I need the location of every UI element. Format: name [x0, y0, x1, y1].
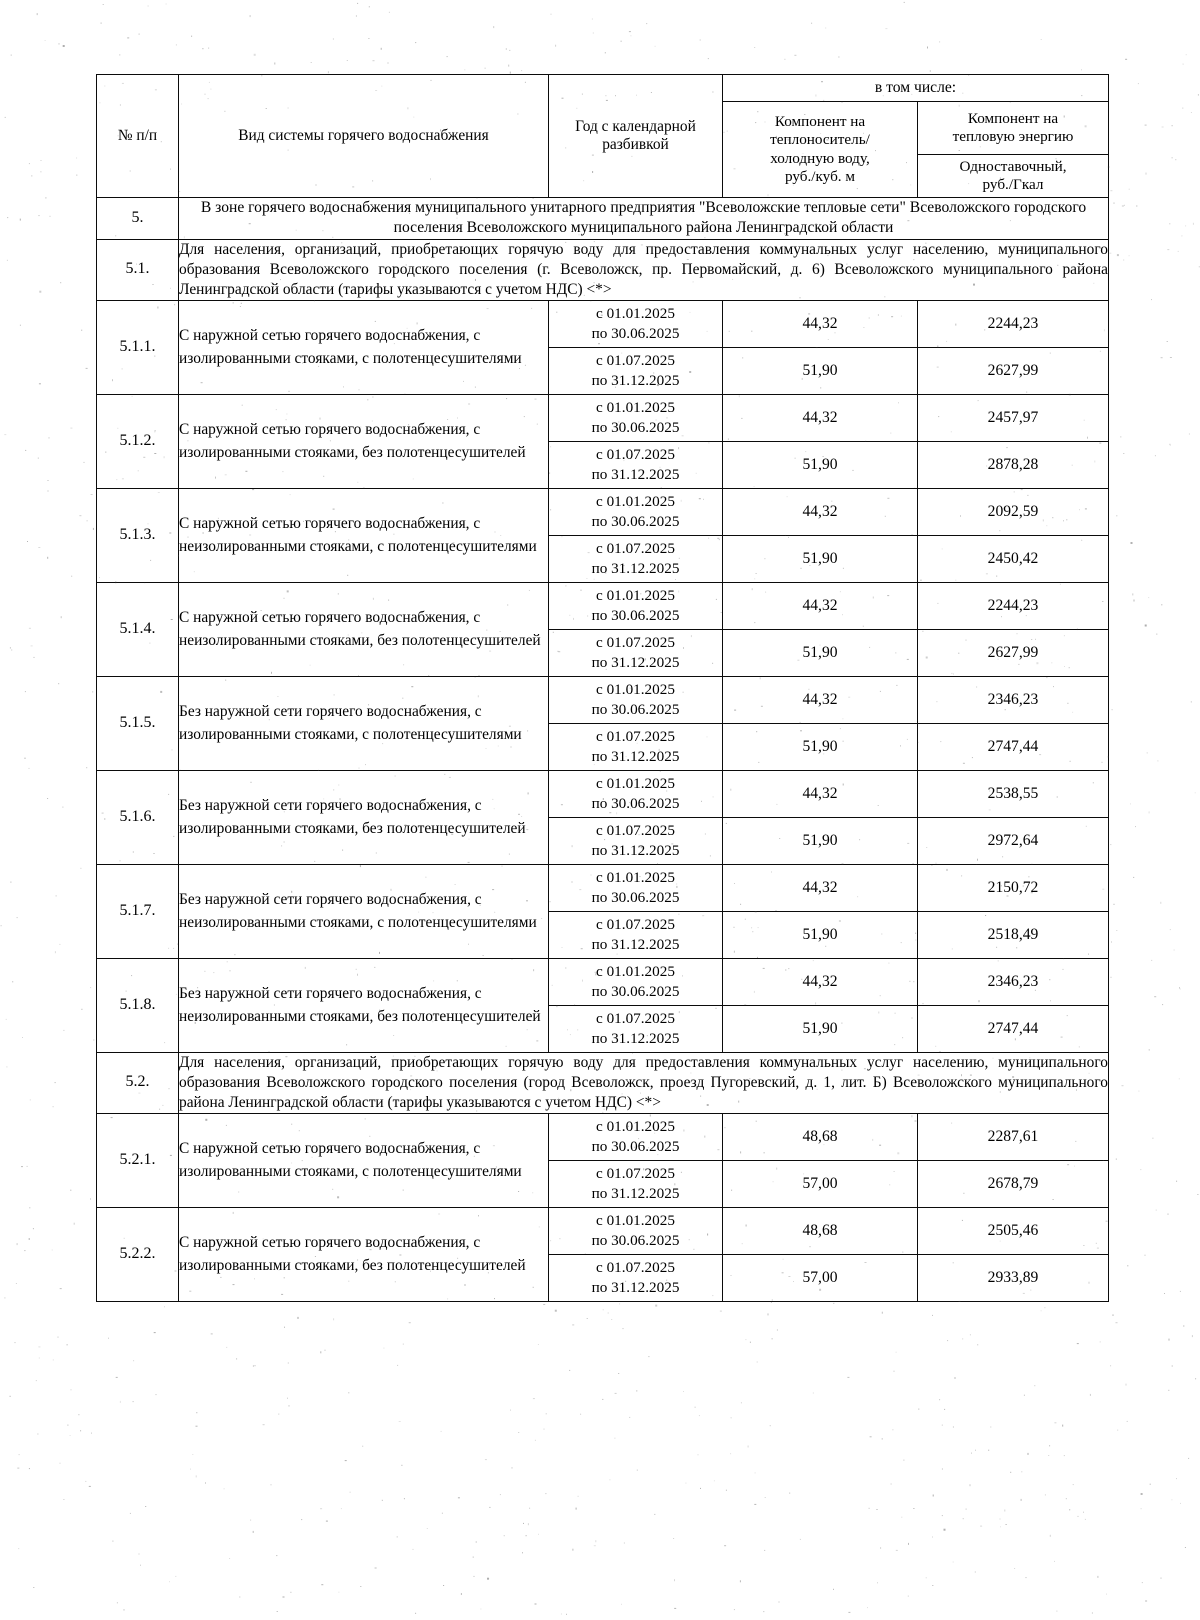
period-cell — [549, 1160, 723, 1207]
tariff-table — [96, 74, 1109, 1302]
table-header — [97, 75, 1109, 198]
row-description: С наружной сетью горячего водоснабжения, с неизолированными стояками, с полотенцесушителями — [179, 488, 549, 582]
component-heat-value: 2538,55 — [918, 770, 1109, 817]
period-to: по 30.06.2025 — [591, 794, 680, 812]
header-cell-description: Вид системы горячего водоснабжения — [179, 75, 549, 198]
period-from: с 01.07.2025 — [596, 1258, 675, 1276]
row-description: Без наружной сети горячего водоснабжения, с изолированными стояками, без полотенцесушителей — [179, 770, 549, 864]
component-water-value: 51,90 — [723, 347, 918, 394]
period-from: с 01.01.2025 — [596, 398, 675, 416]
tariff-row — [97, 676, 1109, 723]
header-cell-component-heat-units — [918, 155, 1109, 198]
period-to: по 30.06.2025 — [591, 1137, 680, 1155]
component-water-value: 57,00 — [723, 1254, 918, 1301]
period-to: по 31.12.2025 — [591, 1278, 680, 1296]
component-heat-line2: тепловую энергию — [952, 128, 1074, 145]
row-description: С наружной сетью горячего водоснабжения, с изолированными стояками, без полотенцесушителей — [179, 394, 549, 488]
tariff-row — [97, 864, 1109, 911]
group-description: Для населения, организаций, приобретающих горячую воду для предоставления коммунальных услуг населению, муниципального образования Всеволожского городского поселения (город Всеволожск, проезд Пугоревский, д. 1, лит. Б) Всеволожского муниципального района Ленинградской области (тарифы указываются с учетом НДС) <*> — [179, 1052, 1109, 1113]
period-cell — [549, 300, 723, 347]
component-heat-value: 2747,44 — [918, 1005, 1109, 1052]
section-row — [97, 198, 1109, 240]
period-cell — [549, 488, 723, 535]
period-to: по 31.12.2025 — [591, 371, 680, 389]
component-water-value: 51,90 — [723, 535, 918, 582]
component-heat-value: 2244,23 — [918, 582, 1109, 629]
component-heat-value: 2747,44 — [918, 723, 1109, 770]
component-water-value: 44,32 — [723, 488, 918, 535]
component-heat-value: 2518,49 — [918, 911, 1109, 958]
period-cell — [549, 347, 723, 394]
period-from: с 01.01.2025 — [596, 962, 675, 980]
component-water-value: 51,90 — [723, 441, 918, 488]
period-from: с 01.01.2025 — [596, 680, 675, 698]
period-cell — [549, 394, 723, 441]
component-water-value: 44,32 — [723, 300, 918, 347]
period-to: по 31.12.2025 — [591, 1029, 680, 1047]
component-heat-line1: Компонент на — [967, 109, 1059, 127]
period-to: по 30.06.2025 — [591, 888, 680, 906]
period-cell — [549, 582, 723, 629]
component-heat-value: 2287,61 — [918, 1113, 1109, 1160]
row-number: 5.1.1. — [97, 300, 179, 394]
group-row — [97, 239, 1109, 300]
row-description: Без наружной сети горячего водоснабжения, с неизолированными стояками, с полотенцесушителями — [179, 864, 549, 958]
component-water-line3: холодную воду, — [770, 149, 870, 167]
header-cell-group-vtomchisle: в том числе: — [723, 75, 1109, 102]
component-water-value: 44,32 — [723, 770, 918, 817]
period-from: с 01.07.2025 — [596, 633, 675, 651]
period-to: по 30.06.2025 — [591, 700, 680, 718]
group-description: Для населения, организаций, приобретающих горячую воду для предоставления коммунальных услуг населению, муниципального образования Всеволожского городского поселения (г. Всеволожск, пр. Первомайский, д. 6) Всеволожского муниципального района Ленинградской области (тарифы указываются с учетом НДС) <*> — [179, 239, 1109, 300]
period-to: по 30.06.2025 — [591, 606, 680, 624]
component-water-value: 44,32 — [723, 958, 918, 1005]
period-cell — [549, 864, 723, 911]
tariff-row — [97, 1113, 1109, 1160]
header-cell-component-heat — [918, 102, 1109, 155]
tariff-row — [97, 488, 1109, 535]
header-cell-year: Год с календарной разбивкой — [549, 75, 723, 198]
section-title: В зоне горячего водоснабжения муниципального унитарного предприятия "Всеволожские тепловые сети" Всеволожского городского поселения Всеволожского муниципального района Ленинградской области — [179, 198, 1109, 240]
period-cell — [549, 676, 723, 723]
period-to: по 31.12.2025 — [591, 935, 680, 953]
component-heat-value: 2972,64 — [918, 817, 1109, 864]
period-to: по 30.06.2025 — [591, 512, 680, 530]
period-cell — [549, 723, 723, 770]
group-row — [97, 1052, 1109, 1113]
period-cell — [549, 958, 723, 1005]
row-number: 5.1.7. — [97, 864, 179, 958]
period-from: с 01.07.2025 — [596, 821, 675, 839]
component-heat-value: 2878,28 — [918, 441, 1109, 488]
period-from: с 01.01.2025 — [596, 1211, 675, 1229]
tariff-row — [97, 958, 1109, 1005]
component-heat-value: 2346,23 — [918, 958, 1109, 1005]
row-description: С наружной сетью горячего водоснабжения, с изолированными стояками, с полотенцесушителями — [179, 300, 549, 394]
period-from: с 01.01.2025 — [596, 1117, 675, 1135]
row-number: 5.1.2. — [97, 394, 179, 488]
period-from: с 01.07.2025 — [596, 351, 675, 369]
period-from: с 01.01.2025 — [596, 774, 675, 792]
component-water-value: 57,00 — [723, 1160, 918, 1207]
period-from: с 01.07.2025 — [596, 1164, 675, 1182]
tariff-row — [97, 394, 1109, 441]
component-heat-value: 2457,97 — [918, 394, 1109, 441]
row-description: С наружной сетью горячего водоснабжения, с изолированными стояками, с полотенцесушителями — [179, 1113, 549, 1207]
row-number: 5.1.8. — [97, 958, 179, 1052]
component-heat-value: 2092,59 — [918, 488, 1109, 535]
component-water-value: 51,90 — [723, 629, 918, 676]
period-from: с 01.07.2025 — [596, 727, 675, 745]
component-water-value: 48,68 — [723, 1207, 918, 1254]
component-water-value: 51,90 — [723, 1005, 918, 1052]
period-cell — [549, 1113, 723, 1160]
period-from: с 01.07.2025 — [596, 445, 675, 463]
component-heat-value: 2627,99 — [918, 629, 1109, 676]
component-heat-value: 2678,79 — [918, 1160, 1109, 1207]
period-cell — [549, 1254, 723, 1301]
row-number: 5.1.5. — [97, 676, 179, 770]
component-heat-value: 2505,46 — [918, 1207, 1109, 1254]
component-heat-value: 2627,99 — [918, 347, 1109, 394]
period-cell — [549, 1207, 723, 1254]
component-water-value: 44,32 — [723, 676, 918, 723]
period-to: по 30.06.2025 — [591, 982, 680, 1000]
period-from: с 01.07.2025 — [596, 915, 675, 933]
table-body — [97, 198, 1109, 1302]
row-description: С наружной сетью горячего водоснабжения, с неизолированными стояками, без полотенцесушителей — [179, 582, 549, 676]
row-number: 5.1.6. — [97, 770, 179, 864]
component-water-line2: теплоноситель/ — [770, 131, 870, 149]
period-to: по 31.12.2025 — [591, 465, 680, 483]
period-from: с 01.07.2025 — [596, 1009, 675, 1027]
component-water-line4: руб./куб. м — [784, 167, 856, 185]
component-water-value: 51,90 — [723, 817, 918, 864]
component-heat-value: 2450,42 — [918, 535, 1109, 582]
row-number: 5.2. — [97, 1052, 179, 1113]
tariff-row — [97, 770, 1109, 817]
tariff-row — [97, 1207, 1109, 1254]
row-description: Без наружной сети горячего водоснабжения, с изолированными стояками, с полотенцесушителями — [179, 676, 549, 770]
component-heat-value: 2244,23 — [918, 300, 1109, 347]
row-description: С наружной сетью горячего водоснабжения, с изолированными стояками, без полотенцесушителей — [179, 1207, 549, 1301]
row-number: 5.1.3. — [97, 488, 179, 582]
period-to: по 31.12.2025 — [591, 559, 680, 577]
period-cell — [549, 629, 723, 676]
period-to: по 30.06.2025 — [591, 324, 680, 342]
component-heat-value: 2346,23 — [918, 676, 1109, 723]
period-from: с 01.01.2025 — [596, 586, 675, 604]
row-number: 5.2.1. — [97, 1113, 179, 1207]
header-cell-number: № п/п — [97, 75, 179, 198]
period-cell — [549, 911, 723, 958]
row-description: Без наружной сети горячего водоснабжения, с неизолированными стояками, без полотенцесушителей — [179, 958, 549, 1052]
period-cell — [549, 770, 723, 817]
component-water-value: 48,68 — [723, 1113, 918, 1160]
period-from: с 01.01.2025 — [596, 304, 675, 322]
period-to: по 30.06.2025 — [591, 1231, 680, 1249]
component-heat-line4: руб./Гкал — [982, 176, 1044, 193]
period-to: по 31.12.2025 — [591, 653, 680, 671]
component-heat-value: 2933,89 — [918, 1254, 1109, 1301]
header-row-group — [97, 75, 1109, 102]
period-from: с 01.07.2025 — [596, 539, 675, 557]
component-water-value: 51,90 — [723, 911, 918, 958]
component-water-line1: Компонент на — [774, 113, 866, 131]
component-water-value: 44,32 — [723, 394, 918, 441]
period-cell — [549, 535, 723, 582]
period-to: по 31.12.2025 — [591, 747, 680, 765]
component-heat-line3: Одноставочный, — [959, 157, 1067, 175]
period-cell — [549, 441, 723, 488]
period-to: по 30.06.2025 — [591, 418, 680, 436]
component-water-value: 44,32 — [723, 582, 918, 629]
period-from: с 01.01.2025 — [596, 868, 675, 886]
tariff-row — [97, 300, 1109, 347]
period-from: с 01.01.2025 — [596, 492, 675, 510]
tariff-row — [97, 582, 1109, 629]
row-number: 5. — [97, 198, 179, 240]
component-water-value: 51,90 — [723, 723, 918, 770]
period-to: по 31.12.2025 — [591, 1184, 680, 1202]
period-to: по 31.12.2025 — [591, 841, 680, 859]
period-cell — [549, 1005, 723, 1052]
row-number: 5.1. — [97, 239, 179, 300]
row-number: 5.2.2. — [97, 1207, 179, 1301]
component-heat-value: 2150,72 — [918, 864, 1109, 911]
row-number: 5.1.4. — [97, 582, 179, 676]
header-cell-component-water — [723, 102, 918, 198]
period-cell — [549, 817, 723, 864]
component-water-value: 44,32 — [723, 864, 918, 911]
